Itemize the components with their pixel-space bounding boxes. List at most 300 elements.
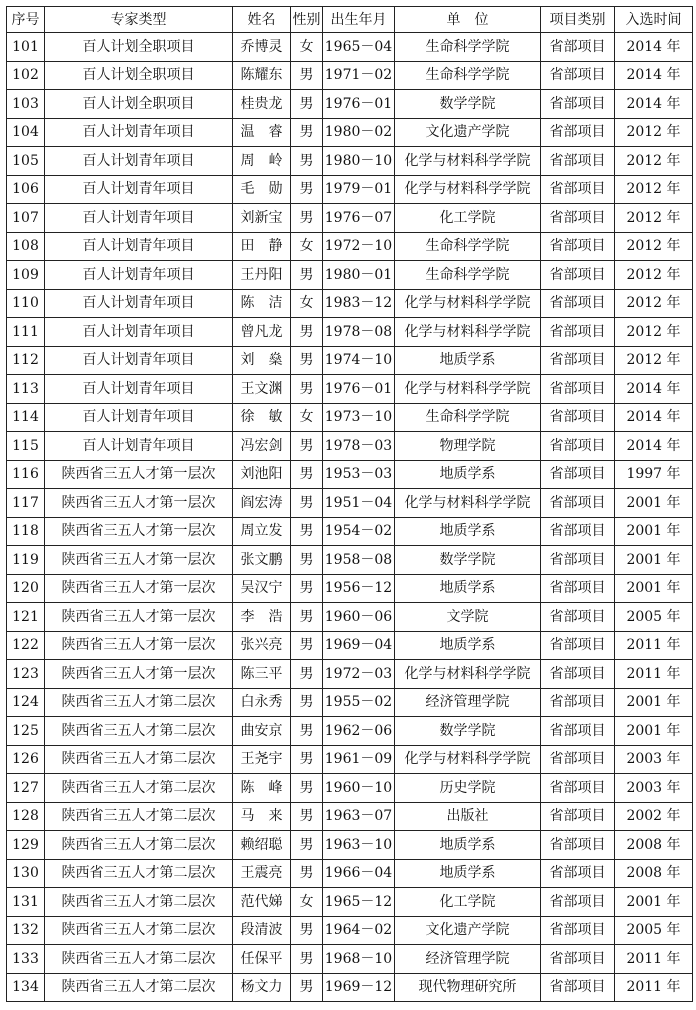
cell-unit: 数学学院 bbox=[395, 90, 541, 119]
cell-expert-type: 百人计划青年项目 bbox=[45, 318, 233, 347]
cell-serial: 107 bbox=[7, 204, 45, 233]
cell-selection-year: 2012 年 bbox=[615, 346, 693, 375]
cell-selection-year: 2001 年 bbox=[615, 574, 693, 603]
cell-selection-year: 2012 年 bbox=[615, 261, 693, 290]
cell-unit: 文学院 bbox=[395, 603, 541, 632]
cell-expert-type: 陕西省三五人才第二层次 bbox=[45, 945, 233, 974]
cell-project-category: 省部项目 bbox=[541, 916, 615, 945]
cell-unit: 化学与材料科学学院 bbox=[395, 489, 541, 518]
cell-name: 王丹阳 bbox=[233, 261, 291, 290]
cell-selection-year: 2003 年 bbox=[615, 745, 693, 774]
cell-unit: 化学与材料科学学院 bbox=[395, 175, 541, 204]
cell-selection-year: 2012 年 bbox=[615, 147, 693, 176]
cell-project-category: 省部项目 bbox=[541, 204, 615, 233]
cell-serial: 126 bbox=[7, 745, 45, 774]
table-row bbox=[7, 375, 693, 404]
cell-unit: 生命科学学院 bbox=[395, 61, 541, 90]
table-row bbox=[7, 916, 693, 945]
table-row bbox=[7, 973, 693, 1002]
cell-project-category: 省部项目 bbox=[541, 831, 615, 860]
cell-name: 张兴亮 bbox=[233, 631, 291, 660]
cell-name: 刘新宝 bbox=[233, 204, 291, 233]
cell-name: 阎宏涛 bbox=[233, 489, 291, 518]
cell-project-category: 省部项目 bbox=[541, 403, 615, 432]
table-row bbox=[7, 745, 693, 774]
cell-gender: 男 bbox=[291, 945, 323, 974]
cell-expert-type: 陕西省三五人才第二层次 bbox=[45, 717, 233, 746]
header-gender: 性别 bbox=[291, 7, 323, 33]
cell-project-category: 省部项目 bbox=[541, 774, 615, 803]
cell-selection-year: 2012 年 bbox=[615, 232, 693, 261]
cell-gender: 男 bbox=[291, 318, 323, 347]
cell-unit: 地质学系 bbox=[395, 346, 541, 375]
table-row bbox=[7, 346, 693, 375]
cell-name: 周立发 bbox=[233, 517, 291, 546]
cell-serial: 118 bbox=[7, 517, 45, 546]
cell-unit: 数学学院 bbox=[395, 546, 541, 575]
cell-selection-year: 2011 年 bbox=[615, 631, 693, 660]
cell-name: 徐 敏 bbox=[233, 403, 291, 432]
cell-project-category: 省部项目 bbox=[541, 574, 615, 603]
cell-project-category: 省部项目 bbox=[541, 33, 615, 62]
cell-project-category: 省部项目 bbox=[541, 346, 615, 375]
cell-birth-date: 1965－12 bbox=[323, 888, 395, 917]
cell-selection-year: 2014 年 bbox=[615, 90, 693, 119]
header-serial: 序号 bbox=[7, 7, 45, 33]
cell-selection-year: 2002 年 bbox=[615, 802, 693, 831]
table-row bbox=[7, 717, 693, 746]
cell-name: 陈 洁 bbox=[233, 289, 291, 318]
cell-serial: 109 bbox=[7, 261, 45, 290]
cell-project-category: 省部项目 bbox=[541, 973, 615, 1002]
cell-expert-type: 陕西省三五人才第二层次 bbox=[45, 973, 233, 1002]
cell-expert-type: 百人计划青年项目 bbox=[45, 175, 233, 204]
cell-selection-year: 2012 年 bbox=[615, 118, 693, 147]
cell-name: 王震亮 bbox=[233, 859, 291, 888]
expert-table-container bbox=[6, 6, 692, 1002]
cell-serial: 111 bbox=[7, 318, 45, 347]
cell-project-category: 省部项目 bbox=[541, 90, 615, 119]
cell-selection-year: 2008 年 bbox=[615, 859, 693, 888]
cell-expert-type: 百人计划青年项目 bbox=[45, 261, 233, 290]
header-name: 姓名 bbox=[233, 7, 291, 33]
cell-unit: 地质学系 bbox=[395, 517, 541, 546]
cell-gender: 男 bbox=[291, 916, 323, 945]
cell-project-category: 省部项目 bbox=[541, 745, 615, 774]
cell-selection-year: 2012 年 bbox=[615, 175, 693, 204]
table-row bbox=[7, 945, 693, 974]
cell-expert-type: 百人计划青年项目 bbox=[45, 289, 233, 318]
cell-gender: 男 bbox=[291, 745, 323, 774]
cell-project-category: 省部项目 bbox=[541, 489, 615, 518]
cell-expert-type: 陕西省三五人才第二层次 bbox=[45, 802, 233, 831]
cell-birth-date: 1960－10 bbox=[323, 774, 395, 803]
cell-unit: 生命科学学院 bbox=[395, 232, 541, 261]
cell-gender: 女 bbox=[291, 232, 323, 261]
cell-project-category: 省部项目 bbox=[541, 460, 615, 489]
cell-serial: 113 bbox=[7, 375, 45, 404]
cell-serial: 122 bbox=[7, 631, 45, 660]
cell-selection-year: 2014 年 bbox=[615, 403, 693, 432]
table-row bbox=[7, 33, 693, 62]
cell-birth-date: 1976－01 bbox=[323, 90, 395, 119]
cell-selection-year: 2012 年 bbox=[615, 289, 693, 318]
cell-gender: 男 bbox=[291, 660, 323, 689]
cell-name: 刘 燊 bbox=[233, 346, 291, 375]
cell-birth-date: 1966－04 bbox=[323, 859, 395, 888]
cell-project-category: 省部项目 bbox=[541, 232, 615, 261]
cell-serial: 130 bbox=[7, 859, 45, 888]
cell-expert-type: 陕西省三五人才第一层次 bbox=[45, 660, 233, 689]
cell-expert-type: 百人计划青年项目 bbox=[45, 375, 233, 404]
cell-unit: 化学与材料科学学院 bbox=[395, 318, 541, 347]
cell-unit: 化学与材料科学学院 bbox=[395, 660, 541, 689]
cell-selection-year: 2012 年 bbox=[615, 318, 693, 347]
cell-gender: 男 bbox=[291, 61, 323, 90]
cell-birth-date: 1969－12 bbox=[323, 973, 395, 1002]
table-row bbox=[7, 603, 693, 632]
cell-name: 冯宏剑 bbox=[233, 432, 291, 461]
table-row bbox=[7, 204, 693, 233]
cell-birth-date: 1958－08 bbox=[323, 546, 395, 575]
cell-project-category: 省部项目 bbox=[541, 717, 615, 746]
table-row bbox=[7, 859, 693, 888]
cell-birth-date: 1968－10 bbox=[323, 945, 395, 974]
cell-unit: 地质学系 bbox=[395, 859, 541, 888]
cell-name: 吴汉宁 bbox=[233, 574, 291, 603]
cell-project-category: 省部项目 bbox=[541, 660, 615, 689]
cell-name: 陈 峰 bbox=[233, 774, 291, 803]
cell-gender: 男 bbox=[291, 631, 323, 660]
cell-serial: 106 bbox=[7, 175, 45, 204]
cell-name: 马 来 bbox=[233, 802, 291, 831]
cell-serial: 127 bbox=[7, 774, 45, 803]
cell-gender: 男 bbox=[291, 147, 323, 176]
table-row bbox=[7, 802, 693, 831]
table-body bbox=[7, 33, 693, 1002]
cell-project-category: 省部项目 bbox=[541, 546, 615, 575]
cell-project-category: 省部项目 bbox=[541, 802, 615, 831]
cell-name: 杨文力 bbox=[233, 973, 291, 1002]
cell-project-category: 省部项目 bbox=[541, 631, 615, 660]
cell-gender: 女 bbox=[291, 888, 323, 917]
cell-selection-year: 2001 年 bbox=[615, 688, 693, 717]
cell-serial: 117 bbox=[7, 489, 45, 518]
cell-serial: 112 bbox=[7, 346, 45, 375]
cell-selection-year: 1997 年 bbox=[615, 460, 693, 489]
cell-serial: 123 bbox=[7, 660, 45, 689]
cell-serial: 125 bbox=[7, 717, 45, 746]
cell-name: 段清波 bbox=[233, 916, 291, 945]
cell-serial: 105 bbox=[7, 147, 45, 176]
cell-birth-date: 1974－10 bbox=[323, 346, 395, 375]
cell-gender: 男 bbox=[291, 90, 323, 119]
cell-unit: 生命科学学院 bbox=[395, 33, 541, 62]
cell-name: 曾凡龙 bbox=[233, 318, 291, 347]
cell-unit: 地质学系 bbox=[395, 574, 541, 603]
table-row bbox=[7, 61, 693, 90]
cell-selection-year: 2014 年 bbox=[615, 33, 693, 62]
cell-unit: 经济管理学院 bbox=[395, 945, 541, 974]
cell-birth-date: 1953－03 bbox=[323, 460, 395, 489]
cell-selection-year: 2011 年 bbox=[615, 973, 693, 1002]
table-row bbox=[7, 318, 693, 347]
cell-serial: 104 bbox=[7, 118, 45, 147]
cell-unit: 地质学系 bbox=[395, 460, 541, 489]
cell-gender: 男 bbox=[291, 688, 323, 717]
cell-expert-type: 陕西省三五人才第一层次 bbox=[45, 574, 233, 603]
cell-expert-type: 百人计划青年项目 bbox=[45, 232, 233, 261]
cell-project-category: 省部项目 bbox=[541, 261, 615, 290]
cell-expert-type: 陕西省三五人才第二层次 bbox=[45, 831, 233, 860]
cell-unit: 地质学系 bbox=[395, 831, 541, 860]
cell-name: 毛 勋 bbox=[233, 175, 291, 204]
cell-gender: 男 bbox=[291, 460, 323, 489]
cell-expert-type: 百人计划青年项目 bbox=[45, 403, 233, 432]
cell-birth-date: 1976－01 bbox=[323, 375, 395, 404]
cell-unit: 历史学院 bbox=[395, 774, 541, 803]
cell-expert-type: 陕西省三五人才第二层次 bbox=[45, 888, 233, 917]
cell-selection-year: 2005 年 bbox=[615, 603, 693, 632]
cell-gender: 男 bbox=[291, 859, 323, 888]
cell-expert-type: 陕西省三五人才第一层次 bbox=[45, 460, 233, 489]
cell-project-category: 省部项目 bbox=[541, 888, 615, 917]
cell-unit: 化学与材料科学学院 bbox=[395, 375, 541, 404]
cell-birth-date: 1979－01 bbox=[323, 175, 395, 204]
cell-selection-year: 2011 年 bbox=[615, 660, 693, 689]
cell-serial: 101 bbox=[7, 33, 45, 62]
cell-birth-date: 1980－01 bbox=[323, 261, 395, 290]
cell-gender: 男 bbox=[291, 517, 323, 546]
cell-project-category: 省部项目 bbox=[541, 517, 615, 546]
table-row bbox=[7, 460, 693, 489]
cell-birth-date: 1976－07 bbox=[323, 204, 395, 233]
cell-serial: 115 bbox=[7, 432, 45, 461]
cell-selection-year: 2014 年 bbox=[615, 375, 693, 404]
cell-gender: 男 bbox=[291, 261, 323, 290]
cell-birth-date: 1956－12 bbox=[323, 574, 395, 603]
table-row bbox=[7, 688, 693, 717]
cell-name: 温 睿 bbox=[233, 118, 291, 147]
cell-selection-year: 2001 年 bbox=[615, 489, 693, 518]
cell-project-category: 省部项目 bbox=[541, 688, 615, 717]
cell-expert-type: 百人计划青年项目 bbox=[45, 432, 233, 461]
cell-project-category: 省部项目 bbox=[541, 118, 615, 147]
cell-selection-year: 2001 年 bbox=[615, 546, 693, 575]
cell-expert-type: 陕西省三五人才第一层次 bbox=[45, 631, 233, 660]
table-row bbox=[7, 774, 693, 803]
cell-name: 范代娣 bbox=[233, 888, 291, 917]
cell-project-category: 省部项目 bbox=[541, 859, 615, 888]
table-header bbox=[7, 7, 693, 33]
cell-gender: 男 bbox=[291, 574, 323, 603]
cell-birth-date: 1972－10 bbox=[323, 232, 395, 261]
table-row bbox=[7, 831, 693, 860]
cell-project-category: 省部项目 bbox=[541, 175, 615, 204]
expert-table bbox=[6, 6, 693, 1002]
cell-gender: 男 bbox=[291, 802, 323, 831]
header-expert-type: 专家类型 bbox=[45, 7, 233, 33]
table-row bbox=[7, 403, 693, 432]
cell-birth-date: 1961－09 bbox=[323, 745, 395, 774]
cell-serial: 103 bbox=[7, 90, 45, 119]
table-row bbox=[7, 660, 693, 689]
cell-birth-date: 1969－04 bbox=[323, 631, 395, 660]
cell-unit: 化工学院 bbox=[395, 888, 541, 917]
cell-selection-year: 2003 年 bbox=[615, 774, 693, 803]
cell-expert-type: 陕西省三五人才第一层次 bbox=[45, 603, 233, 632]
cell-unit: 出版社 bbox=[395, 802, 541, 831]
cell-gender: 男 bbox=[291, 375, 323, 404]
cell-serial: 110 bbox=[7, 289, 45, 318]
cell-gender: 男 bbox=[291, 175, 323, 204]
cell-name: 白永秀 bbox=[233, 688, 291, 717]
cell-selection-year: 2001 年 bbox=[615, 517, 693, 546]
cell-gender: 男 bbox=[291, 831, 323, 860]
cell-gender: 女 bbox=[291, 289, 323, 318]
cell-expert-type: 百人计划全职项目 bbox=[45, 90, 233, 119]
header-unit: 单 位 bbox=[395, 7, 541, 33]
cell-unit: 化工学院 bbox=[395, 204, 541, 233]
cell-selection-year: 2014 年 bbox=[615, 61, 693, 90]
cell-gender: 男 bbox=[291, 546, 323, 575]
cell-birth-date: 1971－02 bbox=[323, 61, 395, 90]
cell-selection-year: 2014 年 bbox=[615, 432, 693, 461]
cell-gender: 男 bbox=[291, 717, 323, 746]
cell-unit: 生命科学学院 bbox=[395, 261, 541, 290]
cell-name: 刘池阳 bbox=[233, 460, 291, 489]
cell-unit: 文化遗产学院 bbox=[395, 118, 541, 147]
table-row bbox=[7, 489, 693, 518]
cell-selection-year: 2008 年 bbox=[615, 831, 693, 860]
cell-gender: 男 bbox=[291, 774, 323, 803]
cell-birth-date: 1980－02 bbox=[323, 118, 395, 147]
cell-serial: 121 bbox=[7, 603, 45, 632]
cell-serial: 128 bbox=[7, 802, 45, 831]
cell-expert-type: 百人计划全职项目 bbox=[45, 61, 233, 90]
table-row bbox=[7, 432, 693, 461]
cell-name: 陈三平 bbox=[233, 660, 291, 689]
cell-gender: 男 bbox=[291, 603, 323, 632]
cell-serial: 132 bbox=[7, 916, 45, 945]
cell-selection-year: 2012 年 bbox=[615, 204, 693, 233]
table-row bbox=[7, 574, 693, 603]
table-row bbox=[7, 147, 693, 176]
cell-serial: 108 bbox=[7, 232, 45, 261]
cell-unit: 现代物理研究所 bbox=[395, 973, 541, 1002]
cell-expert-type: 陕西省三五人才第二层次 bbox=[45, 859, 233, 888]
cell-unit: 化学与材料科学学院 bbox=[395, 745, 541, 774]
cell-serial: 129 bbox=[7, 831, 45, 860]
cell-name: 田 静 bbox=[233, 232, 291, 261]
cell-birth-date: 1972－03 bbox=[323, 660, 395, 689]
cell-name: 任保平 bbox=[233, 945, 291, 974]
cell-serial: 134 bbox=[7, 973, 45, 1002]
cell-name: 李 浩 bbox=[233, 603, 291, 632]
table-row bbox=[7, 546, 693, 575]
cell-serial: 119 bbox=[7, 546, 45, 575]
cell-name: 桂贵龙 bbox=[233, 90, 291, 119]
cell-selection-year: 2011 年 bbox=[615, 945, 693, 974]
cell-unit: 文化遗产学院 bbox=[395, 916, 541, 945]
cell-birth-date: 1963－07 bbox=[323, 802, 395, 831]
cell-birth-date: 1951－04 bbox=[323, 489, 395, 518]
table-row bbox=[7, 289, 693, 318]
cell-expert-type: 陕西省三五人才第二层次 bbox=[45, 916, 233, 945]
cell-selection-year: 2005 年 bbox=[615, 916, 693, 945]
cell-unit: 化学与材料科学学院 bbox=[395, 289, 541, 318]
cell-name: 陈耀东 bbox=[233, 61, 291, 90]
cell-gender: 女 bbox=[291, 403, 323, 432]
table-row bbox=[7, 631, 693, 660]
cell-serial: 114 bbox=[7, 403, 45, 432]
cell-birth-date: 1960－06 bbox=[323, 603, 395, 632]
cell-birth-date: 1978－03 bbox=[323, 432, 395, 461]
table-row bbox=[7, 118, 693, 147]
table-row bbox=[7, 517, 693, 546]
cell-name: 张文鹏 bbox=[233, 546, 291, 575]
cell-expert-type: 陕西省三五人才第二层次 bbox=[45, 774, 233, 803]
cell-unit: 经济管理学院 bbox=[395, 688, 541, 717]
cell-project-category: 省部项目 bbox=[541, 147, 615, 176]
header-row bbox=[7, 7, 693, 33]
cell-name: 赖绍聪 bbox=[233, 831, 291, 860]
table-row bbox=[7, 232, 693, 261]
cell-name: 曲安京 bbox=[233, 717, 291, 746]
header-project-category: 项目类别 bbox=[541, 7, 615, 33]
cell-birth-date: 1964－02 bbox=[323, 916, 395, 945]
cell-project-category: 省部项目 bbox=[541, 289, 615, 318]
cell-expert-type: 百人计划全职项目 bbox=[45, 33, 233, 62]
cell-selection-year: 2001 年 bbox=[615, 888, 693, 917]
cell-project-category: 省部项目 bbox=[541, 375, 615, 404]
cell-unit: 物理学院 bbox=[395, 432, 541, 461]
cell-expert-type: 陕西省三五人才第一层次 bbox=[45, 517, 233, 546]
cell-name: 王文渊 bbox=[233, 375, 291, 404]
cell-birth-date: 1973－10 bbox=[323, 403, 395, 432]
cell-project-category: 省部项目 bbox=[541, 603, 615, 632]
cell-selection-year: 2001 年 bbox=[615, 717, 693, 746]
table-row bbox=[7, 261, 693, 290]
cell-expert-type: 百人计划青年项目 bbox=[45, 118, 233, 147]
cell-name: 乔博灵 bbox=[233, 33, 291, 62]
cell-serial: 116 bbox=[7, 460, 45, 489]
cell-project-category: 省部项目 bbox=[541, 61, 615, 90]
cell-birth-date: 1980－10 bbox=[323, 147, 395, 176]
cell-serial: 120 bbox=[7, 574, 45, 603]
cell-birth-date: 1965－04 bbox=[323, 33, 395, 62]
cell-expert-type: 陕西省三五人才第二层次 bbox=[45, 688, 233, 717]
cell-birth-date: 1983－12 bbox=[323, 289, 395, 318]
cell-gender: 男 bbox=[291, 973, 323, 1002]
cell-unit: 化学与材料科学学院 bbox=[395, 147, 541, 176]
cell-expert-type: 陕西省三五人才第一层次 bbox=[45, 546, 233, 575]
table-row bbox=[7, 90, 693, 119]
cell-unit: 地质学系 bbox=[395, 631, 541, 660]
cell-expert-type: 百人计划青年项目 bbox=[45, 346, 233, 375]
cell-serial: 131 bbox=[7, 888, 45, 917]
cell-unit: 生命科学学院 bbox=[395, 403, 541, 432]
cell-expert-type: 陕西省三五人才第一层次 bbox=[45, 489, 233, 518]
table-row bbox=[7, 175, 693, 204]
cell-serial: 133 bbox=[7, 945, 45, 974]
cell-unit: 数学学院 bbox=[395, 717, 541, 746]
cell-birth-date: 1954－02 bbox=[323, 517, 395, 546]
cell-expert-type: 百人计划青年项目 bbox=[45, 147, 233, 176]
cell-gender: 男 bbox=[291, 118, 323, 147]
cell-project-category: 省部项目 bbox=[541, 318, 615, 347]
cell-birth-date: 1955－02 bbox=[323, 688, 395, 717]
